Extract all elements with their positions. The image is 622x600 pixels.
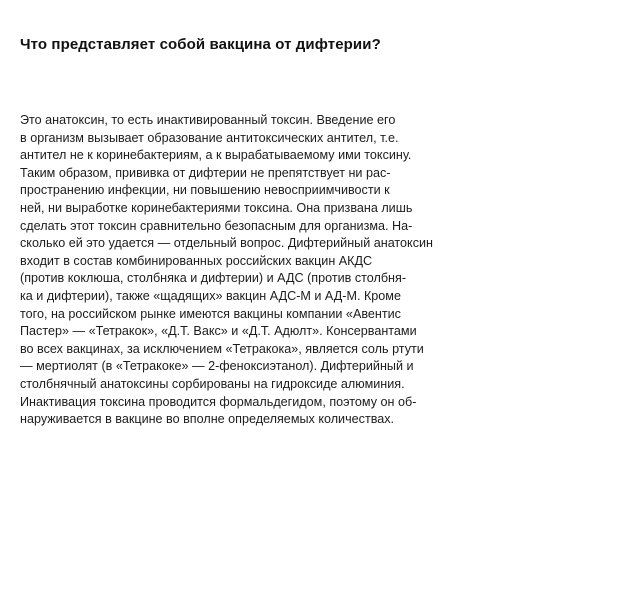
article-heading: Что представляет собой вакцина от дифтерии?	[20, 36, 381, 53]
body-line: входит в состав комбинированных российских вакцин АКДС	[20, 253, 373, 268]
body-line: Пастер» — «Тетракок», «Д.Т. Вакс» и «Д.Т. Адюлт». Консервантами	[20, 324, 417, 339]
body-line: сколько ей это удается — отдельный вопрос. Дифтерийный анатоксин	[20, 236, 433, 251]
body-line: антител не к коринебактериям, а к вырабатываемому ими токсину.	[20, 148, 412, 163]
body-line: пространению инфекции, ни повышению невосприимчивости к	[20, 183, 390, 198]
body-line: во всех вакцинах, за исключением «Тетракока», является соль ртути	[20, 341, 424, 356]
body-line: в организм вызывает образование антитоксических антител, т.е.	[20, 130, 399, 145]
body-line: того, на российском рынке имеются вакцины компании «Авентис	[20, 306, 401, 321]
body-line: ней, ни выработке коринебактериями токсина. Она призвана лишь	[20, 200, 413, 215]
body-line: столбнячный анатоксины сорбированы на гидроксиде алюминия.	[20, 376, 405, 391]
article-body	[20, 112, 520, 429]
body-line: сделать этот токсин сравнительно безопасным для организма. На-	[20, 218, 413, 233]
body-line: — мертиолят (в «Тетракоке» — 2-феноксиэтанол). Дифтерийный и	[20, 359, 414, 374]
body-line: (против коклюша, столбняка и дифтерии) и АДС (против столбня-	[20, 271, 407, 286]
body-line: ка и дифтерии), также «щадящих» вакцин АДС-М и АД-М. Кроме	[20, 288, 401, 303]
body-line: Инактивация токсина проводится формальдегидом, поэтому он об-	[20, 394, 417, 409]
body-line: Это анатоксин, то есть инактивированный токсин. Введение его	[20, 113, 396, 127]
body-line: наруживается в вакцине во вполне определяемых количествах.	[20, 412, 395, 427]
body-line: Таким образом, прививка от дифтерии не препятствует ни рас-	[20, 165, 391, 180]
